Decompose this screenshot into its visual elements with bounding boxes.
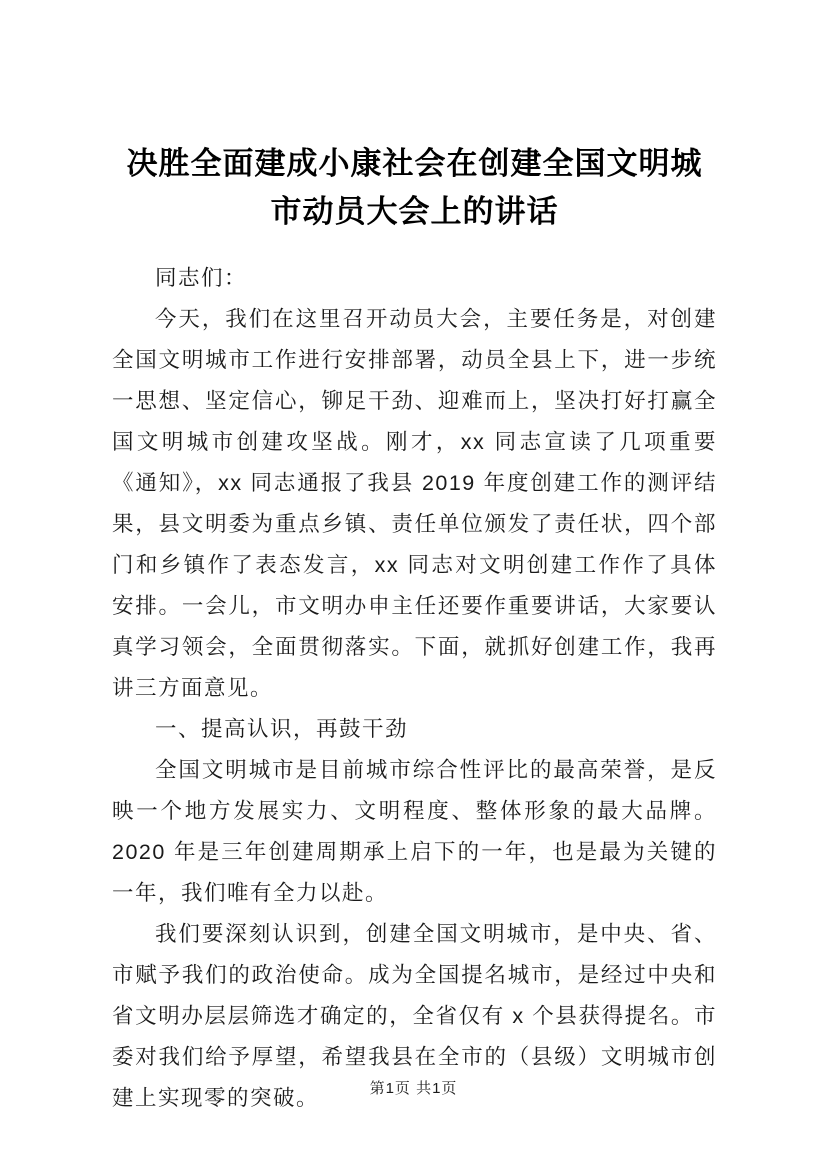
paragraph-salutation: 同志们：: [155, 266, 248, 291]
page-number-footer: 第1页 共1页: [369, 1080, 458, 1097]
paragraph-section-heading: 一、提高认识，再鼓干劲: [155, 717, 409, 742]
paragraph-body-2: 我们要深刻认识到，创建全国文明城市，是中央、省、市赋予我们的政治使命。成为全国提名城市，是经过中央和省文明办层层筛选才确定的，全省仅有 x 个县获得提名。市委对我们给予厚望，希望我县在全市的（县级）文明城市创建上实现零的突破。: [112, 922, 717, 1111]
document-content: [112, 140, 717, 1119]
document-title: 决胜全面建成小康社会在创建全国文明城市动员大会上的讲话: [126, 146, 703, 230]
paragraph-body-1: 全国文明城市是目前城市综合性评比的最高荣誉，是反映一个地方发展实力、文明程度、整体形象的最大品牌。2020 年是三年创建周期承上启下的一年，也是最为关键的一年，我们唯有全力以赴。: [112, 758, 717, 906]
paragraph-intro: 今天，我们在这里召开动员大会，主要任务是，对创建全国文明城市工作进行安排部署，动员全县上下，进一步统一思想、坚定信心，铆足干劲、迎难而上，坚决打好打赢全国文明城市创建攻坚战。刚才，xx 同志宣读了几项重要《通知》，xx 同志通报了我县 2019 年度创建工作的测评结果，县文明委为重点乡镇、责任单位颁发了责任状，四个部门和乡镇作了表态发言，xx 同志对文明创建工作作了具体安排。一会儿，市文明办申主任还要作重要讲话，大家要认真学习领会，全面贯彻落实。下面，就抓好创建工作，我再讲三方面意见。: [112, 307, 717, 701]
